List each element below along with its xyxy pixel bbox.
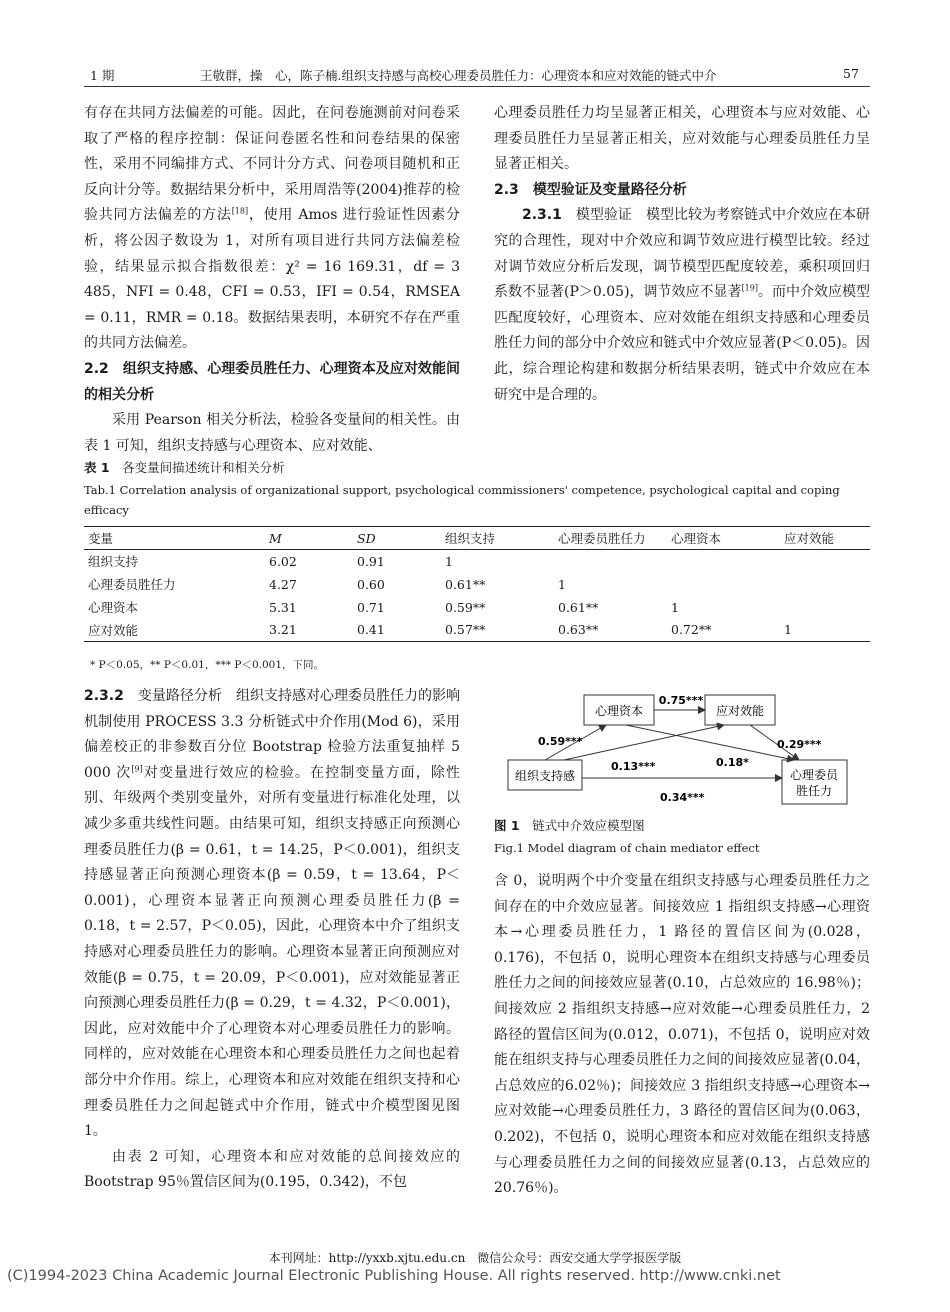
figure-caption-en: Fig.1 Model diagram of chain mediator effect [494,841,760,855]
coef-capital-coping: 0.75*** [658,694,704,707]
page-number: 57 [843,66,859,81]
table-header-cell: M [269,530,282,546]
section-heading-2-2: 2.2 组织支持感、心理委员胜任力、心理资本及应对效能间的相关分析 [84,360,461,403]
correlation-table [84,526,870,642]
table-cell: 1 [784,622,792,638]
table-cell: 0.71 [357,599,385,615]
table-row [84,573,870,596]
table-cell: 心理资本 [88,600,139,615]
table-cell [558,550,671,573]
table-cell: 0.72** [671,622,712,638]
node-competence-label-line1: 心理委员 [789,768,839,782]
table-cell: 5.31 [269,599,297,615]
table-row [84,550,870,573]
left-column-bottom [84,684,460,1196]
table-cell [784,596,870,619]
node-competence-label-line2: 胜任力 [795,784,833,798]
table-row [84,596,870,619]
coef-support-competence: 0.34*** [660,791,705,804]
table-cell: 0.63** [558,622,599,638]
table-caption-en: Tab.1 Correlation analysis of organizational support, psychological commissioners' competence, psychological capital and coping efficacy [84,483,840,517]
table-cell: 1 [671,599,679,615]
table-cell: 1 [558,576,566,592]
table-cell [784,550,870,573]
table-header-cell: 心理资本 [671,531,722,546]
paragraph: 2.3.1 模型验证 模型比较为考察链式中介效应在本研究的合理性，现对中介效应和调节效应进行模型比较。经过对调节效应分析后发现，调节模型匹配度较差，乘积项回归系数不显著(P＞0.05)，调节效应不显著[19]。而中介效应模型匹配度较好，心理资本、应对效能在组织支持感和心理委员胜任力间的部分中介效应和链式中介效应显著(P＜0.05)。因此，综合理论构建和数据分析结果表明，链式中介效应在本研究中是合理的。 [494,207,871,403]
coef-support-capital: 0.59*** [538,735,583,748]
figure-caption: 图 1 链式中介效应模型图 [494,818,645,833]
table-cell: 0.61** [445,576,486,592]
table-header-cell: 组织支持 [445,531,496,546]
table-header-cell: SD [357,530,376,546]
table-cell: 0.57** [445,622,486,638]
table-header-cell: 应对效能 [784,531,835,546]
table-cell: 6.02 [269,553,297,569]
table-row [84,619,870,642]
node-coping-label: 应对效能 [715,704,765,718]
table-cell: 4.27 [269,576,297,592]
table-header-cell: 心理委员胜任力 [558,531,646,546]
table-cell [784,573,870,596]
right-column-top [494,101,870,408]
paragraph: 2.3.2 变量路径分析 组织支持感对心理委员胜任力的影响机制使用 PROCESS 3.3 分析链式中介作用(Mod 6)，采用偏差校正的非参数百分位 Bootstrap 检验方法重复抽样 5 000 次[9]对变量进行效应的检验。在控制变量方面，除性别、年级两个类别变量外，对所有变量进行标准化处理，以减少多重共线性问题。由结果可知，组织支持感正向预测心理委员胜任力(β = 0.61，t = 14.25，P＜0.001)，组织支持感显著正向预测心理资本(β = 0.59，t = 13.64，P＜0.001)，心理资本显著正向预测心理委员胜任力(β = 0.18，t = 2.57，P＜0.05)，因此，心理资本中介了组织支持感对心理委员胜任力的影响。心理资本显著正向预测应对效能(β = 0.75，t = 20.09，P＜0.001)，应对效能显著正向预测心理委员胜任力(β = 0.29，t = 4.32，P＜0.001)，因此，应对效能中介了心理资本对心理委员胜任力的影响。同样的，应对效能在心理资本和心理委员胜任力之间也起着部分中介作用。综上，心理资本和应对效能在组织支持和心理委员胜任力之间起链式中介作用，链式中介模型图见图 1。 [84,688,461,1140]
coef-capital-competence: 0.18* [716,756,749,769]
table-cell: 3.21 [269,622,297,638]
paragraph: 有存在共同方法偏差的可能。因此，在问卷施测前对问卷采取了严格的程序控制：保证问卷匿名性和问卷结果的保密性，采用不同编排方式、不同计分方式、问卷项目随机和正反向计分等。数据结果分析中，采用周浩等(2004)推荐的检验共同方法偏差的方法[18]，使用 Amos 进行验证性因素分析，将公因子数设为 1，对所有项目进行共同方法偏差检验，结果显示拟合指数很差：χ² = 16 169.31，df = 3 485，NFI = 0.48，CFI = 0.53，IFI = 0.54，RMSEA = 0.11，RMR = 0.18。数据结果表明，本研究不存在严重的共同方法偏差。 [84,105,460,352]
running-header-title: 王敬群，操 心，陈子楠.组织支持感与高校心理委员胜任力：心理资本和应对效能的链式中介 [200,68,717,83]
table-cell: 0.91 [357,553,385,569]
table-cell: 0.41 [357,622,385,638]
right-column-bottom [494,869,870,1202]
path-capital-competence [626,725,794,760]
paragraph: 含 0，说明两个中介变量在组织支持感与心理委员胜任力之间存在的中介效应显著。间接效应 1 指组织支持感→心理资本→心理委员胜任力，1 路径的置信区间为(0.028，0.176)，不包括 0，说明心理资本在组织支持感与心理委员胜任力之间的间接效应显著(0.10，占总效应的 16.98％)；间接效应 2 指组织支持感→应对效能→心理委员胜任力，2 路径的置信区间为(0.012，0.071)，不包括 0，说明应对效能在组织支持与心理委员胜任力之间的间接效应显著(0.04，占总效应的6.02％)；间接效应 3 指组织支持感→心理资本→应对效能→心理委员胜任力，3 路径的置信区间为(0.063，0.202)，不包括 0，说明心理资本和应对效能在组织支持感与心理委员胜任力之间的间接效应显著(0.13，占总效应的 20.76％)。 [494,873,870,1197]
coef-coping-competence: 0.29*** [777,738,822,751]
table-cell [671,573,784,596]
paragraph: 由表 2 可知，心理资本和应对效能的总间接效应的 Bootstrap 95％置信区间为(0.195，0.342)，不包 [84,1148,460,1191]
table-cell: 心理委员胜任力 [88,577,176,592]
paragraph: 心理委员胜任力均呈显著正相关，心理资本与应对效能、心理委员胜任力呈显著正相关，应对效能与心理委员胜任力呈显著正相关。 [494,105,870,173]
running-header-issue: 1 期 [90,68,115,83]
path-support-coping [564,725,724,760]
table-cell: 1 [445,553,453,569]
paragraph: 采用 Pearson 相关分析法，检验各变量间的相关性。由表 1 可知，组织支持感与心理资本、应对效能、 [84,412,460,454]
table-header-row [84,527,870,550]
table-cell: 0.59** [445,599,486,615]
table-cell: 应对效能 [88,622,139,638]
table-cell [671,550,784,573]
table-cell: 0.60 [357,576,385,592]
table-caption: 表 1 各变量间描述统计和相关分析 [84,460,285,475]
journal-footer: 本刊网址：http://yxxb.xjtu.edu.cn 微信公众号：西安交通大学学报医学版 [268,1251,682,1265]
copyright-line: (C)1994-2023 China Academic Journal Electronic Publishing House. All rights reserved. http://www.cnki.net [7,1268,781,1284]
node-capital-label: 心理资本 [594,704,644,718]
table-header-cell: 变量 [88,531,114,546]
table-cell: 组织支持 [88,554,139,570]
chain-mediation-diagram [494,688,870,812]
table-cell: 0.61** [558,599,599,615]
section-heading-2-3: 2.3 模型验证及变量路径分析 [494,181,687,198]
table-note: * P＜0.05，** P＜0.01，*** P＜0.001，下同。 [90,659,325,671]
left-column-top [84,101,460,459]
node-support-label: 组织支持感 [514,769,576,783]
coef-support-coping: 0.13*** [611,760,656,773]
header-rule [84,86,870,87]
